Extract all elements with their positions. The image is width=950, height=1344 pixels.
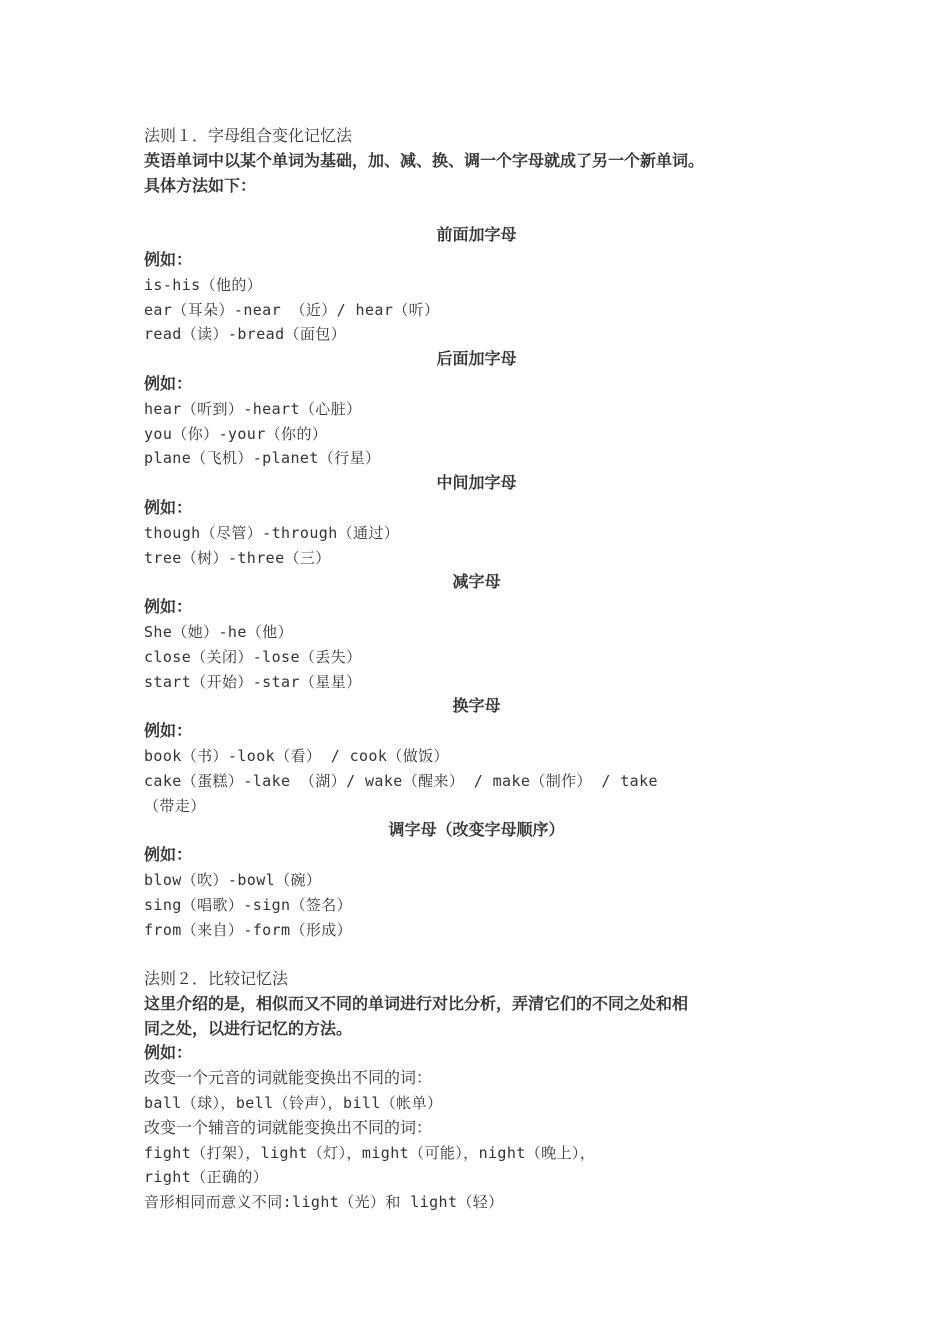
example-label: 例如： bbox=[144, 721, 193, 741]
section-heading-suffix: 后面加字母 bbox=[436, 349, 517, 369]
example-item: （带走） bbox=[144, 796, 206, 815]
example-item: tree（树）-three（三） bbox=[144, 548, 331, 567]
example-item: close（关闭）-lose（丢失） bbox=[144, 647, 362, 666]
rule1-title: 法则１．字母组合变化记忆法 bbox=[144, 126, 353, 145]
example-item: book（书）-look（看） / cook（做饭） bbox=[144, 746, 449, 765]
example-item: read（读）-bread（面包） bbox=[144, 325, 347, 344]
example-label: 例如： bbox=[144, 1043, 193, 1063]
rule1-intro-line-1: 英语单词中以某个单词为基础，加、减、换、调一个字母就成了另一个新单词。 bbox=[144, 150, 705, 170]
section-heading-prefix: 前面加字母 bbox=[436, 225, 517, 245]
rule2-text-line: 改变一个辅音的词就能变换出不同的词： bbox=[144, 1117, 433, 1137]
example-item: blow（吹）-bowl（碗） bbox=[144, 870, 322, 889]
rule1-intro-line-2: 具体方法如下： bbox=[144, 175, 257, 195]
example-item: plane（飞机）-planet（行星） bbox=[144, 449, 381, 468]
example-item: She（她）-he（他） bbox=[144, 622, 293, 641]
example-item: though（尽管）-through（通过） bbox=[144, 523, 400, 542]
document-page bbox=[144, 124, 824, 1215]
rule2-title: 法则２．比较记忆法 bbox=[144, 969, 289, 989]
section-heading-remove: 减字母 bbox=[452, 572, 501, 592]
rule2-example-line: right（正确的） bbox=[144, 1168, 269, 1187]
rule2-intro-line-1: 这里介绍的是，相似而又不同的单词进行对比分析，弄清它们的不同之处和相 bbox=[144, 993, 689, 1013]
example-item: ear（耳朵）-near （近）/ hear（听） bbox=[144, 300, 440, 319]
example-label: 例如： bbox=[144, 373, 193, 393]
rule2-example-line: fight（打架），light（灯），might（可能），night（晚上）， bbox=[144, 1143, 596, 1162]
blank-line bbox=[144, 198, 824, 223]
rule2-text-line: 改变一个元音的词就能变换出不同的词： bbox=[144, 1068, 433, 1088]
section-heading-middle: 中间加字母 bbox=[436, 473, 517, 493]
example-item: from（来自）-form（形成） bbox=[144, 920, 353, 939]
example-item: start（开始）-star（星星） bbox=[144, 672, 362, 691]
section-heading-reorder: 调字母（改变字母顺序） bbox=[388, 820, 565, 840]
rule2-intro-line-2: 同之处，以进行记忆的方法。 bbox=[144, 1018, 353, 1038]
example-item: sing（唱歌）-sign（签名） bbox=[144, 895, 353, 914]
example-item: hear（听到）-heart（心脏） bbox=[144, 399, 362, 418]
example-item: you（你）-your（你的） bbox=[144, 424, 328, 443]
example-label: 例如： bbox=[144, 249, 193, 269]
example-label: 例如： bbox=[144, 845, 193, 865]
example-label: 例如： bbox=[144, 497, 193, 517]
blank-line bbox=[144, 942, 824, 967]
example-label: 例如： bbox=[144, 597, 193, 617]
example-item: is-his（他的） bbox=[144, 275, 263, 294]
section-heading-replace: 换字母 bbox=[452, 696, 501, 716]
rule2-example-line: ball（球），bell（铃声），bill（帐单） bbox=[144, 1094, 443, 1113]
example-item: cake（蛋糕）-lake （湖）/ wake（醒来） / make（制作） / take bbox=[144, 771, 658, 790]
rule2-example-line: 音形相同而意义不同:light（光）和 light（轻） bbox=[144, 1193, 504, 1212]
